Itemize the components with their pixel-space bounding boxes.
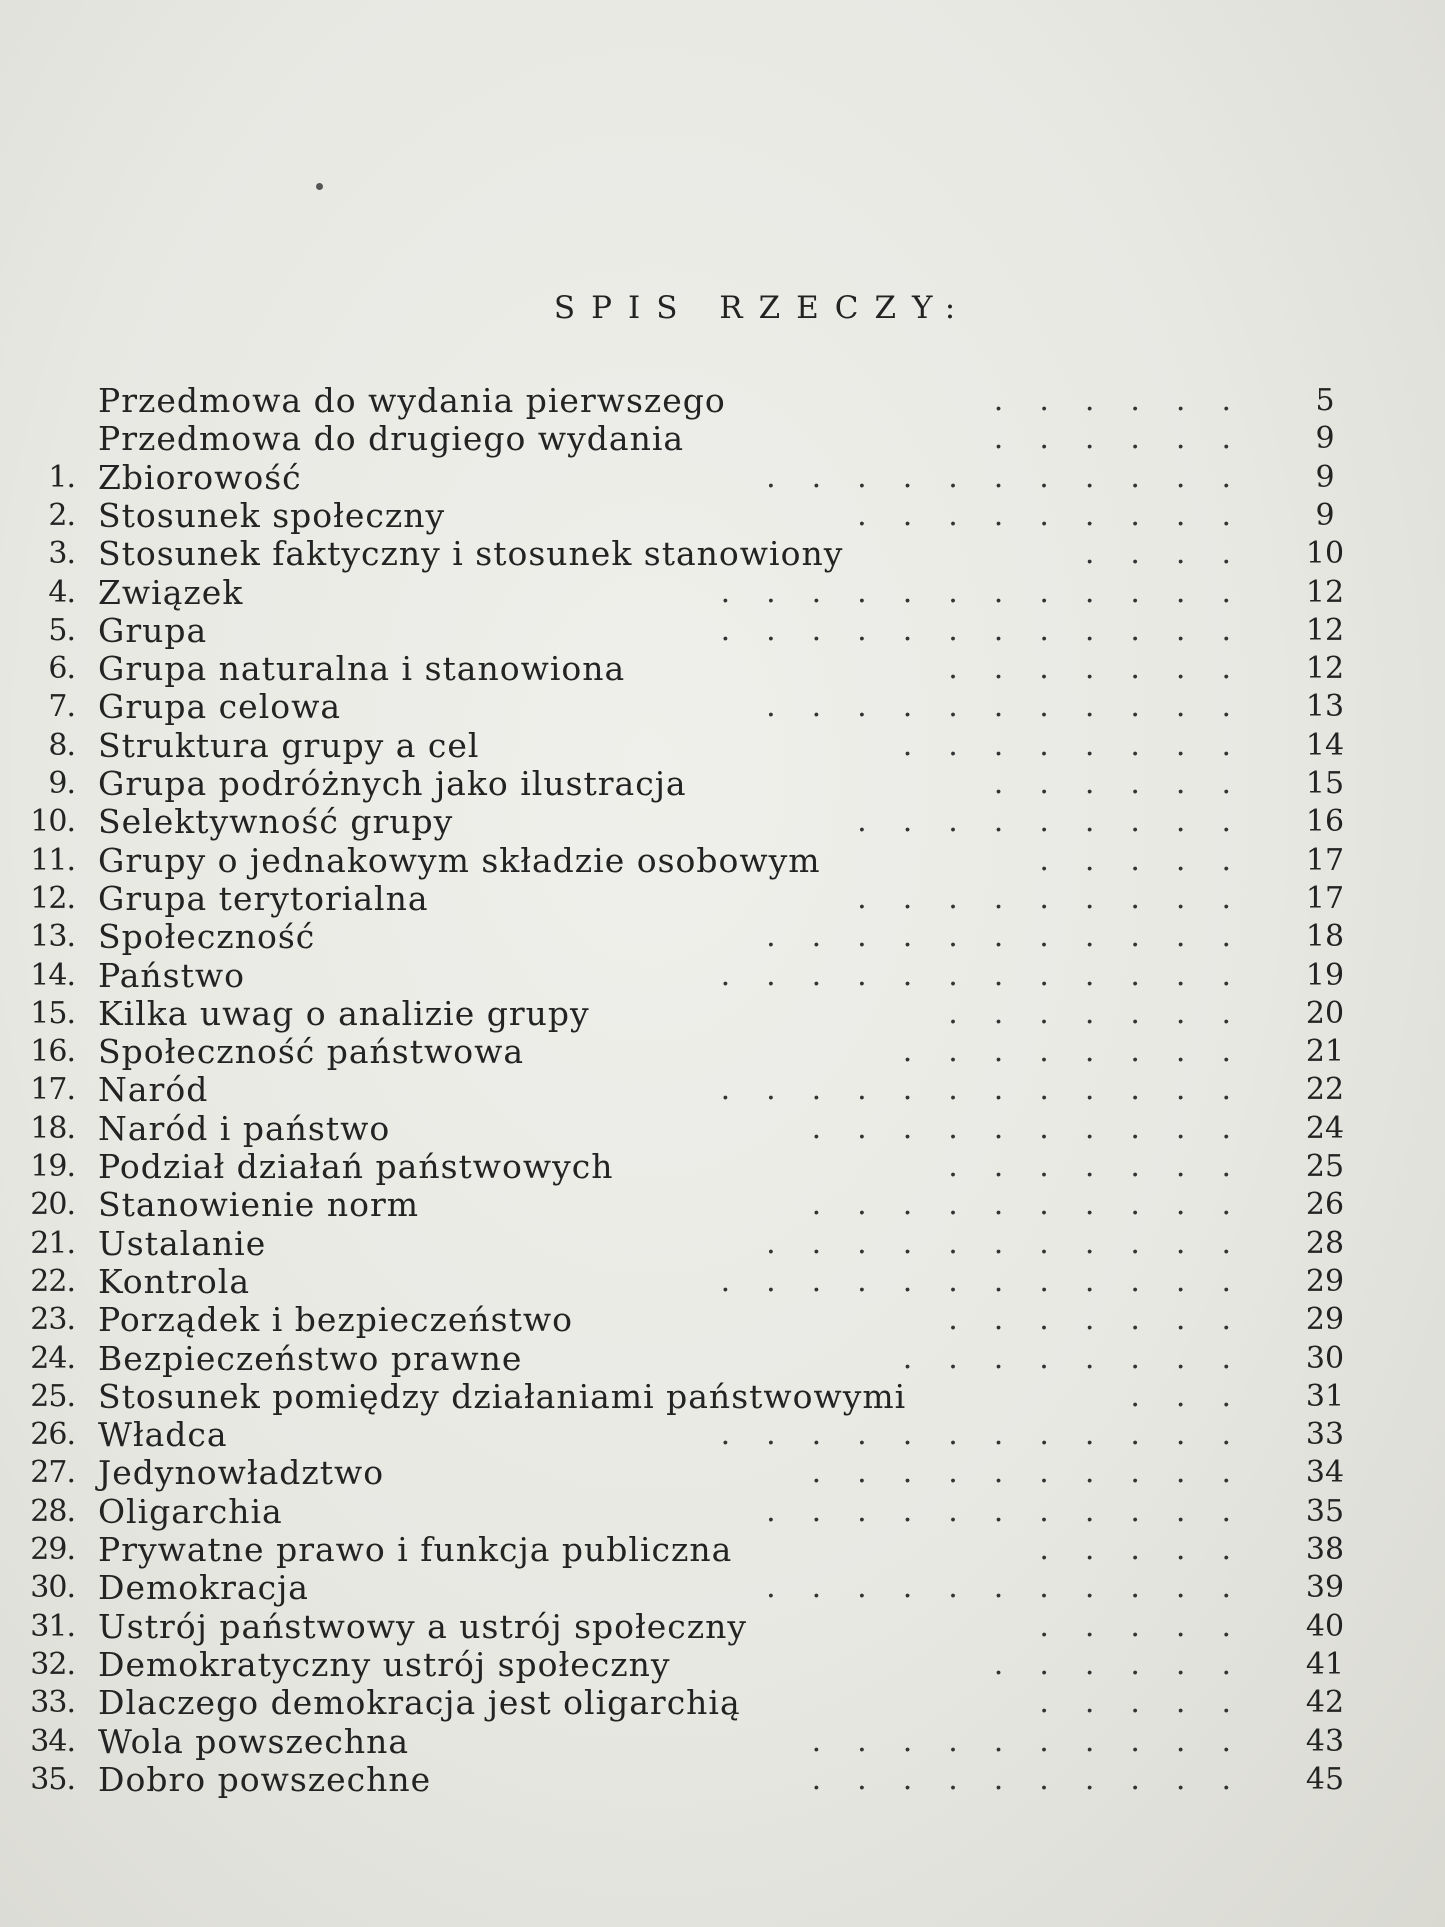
entry-number: 2. bbox=[48, 497, 75, 533]
entry-label: Społeczność państwowa bbox=[98, 1032, 525, 1072]
entry-label: Naród i państwo bbox=[98, 1108, 391, 1148]
entry-label: Przedmowa do wydania pierwszego bbox=[98, 381, 726, 420]
entry-number: 28. bbox=[30, 1493, 75, 1529]
entry-label: Demokratyczny ustrój społeczny bbox=[98, 1644, 671, 1684]
entry-page-number: 38 bbox=[1305, 1532, 1345, 1567]
entry-page-number: 28 bbox=[1305, 1225, 1345, 1261]
entry-page-number: 35 bbox=[1305, 1493, 1345, 1529]
toc-entry bbox=[0, 650, 1445, 688]
entry-number: 16. bbox=[30, 1034, 75, 1070]
entry-label: Bezpieczeństwo prawne bbox=[98, 1338, 523, 1378]
page-title: SPIS RZECZY: bbox=[553, 290, 972, 326]
entry-label: Stosunek faktyczny i stosunek stanowiony bbox=[98, 534, 844, 574]
entry-label: Stosunek społeczny bbox=[98, 495, 446, 535]
dot-leader: .......... bbox=[811, 1455, 1267, 1491]
entry-label: Dobro powszechne bbox=[98, 1759, 432, 1799]
entry-page-number: 9 bbox=[1315, 459, 1335, 495]
entry-page-number: 12 bbox=[1305, 574, 1345, 610]
entry-number: 33. bbox=[30, 1685, 75, 1721]
entry-page-number: 24 bbox=[1305, 1110, 1345, 1146]
entry-number: 19. bbox=[30, 1149, 75, 1184]
toc-entry bbox=[0, 459, 1445, 497]
dot-leader: .... bbox=[1084, 536, 1267, 572]
entry-page-number: 43 bbox=[1305, 1723, 1345, 1759]
entry-number: 21. bbox=[30, 1225, 75, 1261]
toc-entry bbox=[0, 1071, 1445, 1109]
toc-entry bbox=[0, 1569, 1445, 1607]
entry-number: 27. bbox=[30, 1455, 75, 1491]
entry-page-number: 12 bbox=[1305, 651, 1345, 687]
dot-leader: ....... bbox=[948, 995, 1267, 1031]
dot-leader: ...... bbox=[993, 1646, 1267, 1682]
entry-label: Oligarchia bbox=[98, 1491, 283, 1531]
entry-number: 11. bbox=[30, 842, 75, 878]
entry-label: Naród bbox=[98, 1070, 209, 1110]
toc-entry bbox=[0, 1033, 1445, 1071]
entry-number: 22. bbox=[30, 1263, 75, 1299]
entry-number: 8. bbox=[48, 727, 75, 763]
toc-entry bbox=[0, 1263, 1445, 1301]
entry-page-number: 9 bbox=[1315, 421, 1335, 457]
entry-label: Ustalanie bbox=[98, 1223, 267, 1263]
entry-label: Grupa terytorialna bbox=[98, 878, 429, 918]
dot-leader: ......... bbox=[857, 497, 1267, 533]
entry-page-number: 20 bbox=[1305, 995, 1345, 1031]
entry-number: 6. bbox=[48, 651, 75, 687]
entry-page-number: 9 bbox=[1315, 497, 1335, 533]
dot-leader: ............ bbox=[720, 957, 1267, 993]
dot-leader: ....... bbox=[948, 1149, 1267, 1184]
toc-entry bbox=[0, 1225, 1445, 1263]
entry-label: Dlaczego demokracja jest oligarchią bbox=[98, 1683, 741, 1723]
toc-entry bbox=[0, 918, 1445, 956]
dot-leader: ..... bbox=[1039, 1685, 1267, 1721]
entry-label: Porządek i bezpieczeństwo bbox=[98, 1300, 573, 1340]
dot-leader: .......... bbox=[811, 1110, 1267, 1146]
entry-label: Grupa celowa bbox=[98, 687, 342, 727]
entry-page-number: 21 bbox=[1305, 1034, 1345, 1070]
entry-label: Prywatne prawo i funkcja publiczna bbox=[98, 1530, 733, 1569]
dot-leader: ........... bbox=[766, 689, 1267, 725]
entry-label: Podział działań państwowych bbox=[98, 1147, 614, 1186]
entry-label: Społeczność bbox=[98, 917, 316, 957]
entry-label: Selektywność grupy bbox=[98, 802, 454, 842]
entry-number: 18. bbox=[30, 1110, 75, 1146]
entry-number: 10. bbox=[30, 804, 75, 840]
entry-page-number: 15 bbox=[1305, 766, 1345, 801]
entry-number: 13. bbox=[30, 919, 75, 955]
toc-entry bbox=[0, 420, 1445, 458]
entry-number: 20. bbox=[30, 1187, 75, 1223]
toc-entry bbox=[0, 803, 1445, 841]
toc-entry bbox=[0, 1531, 1445, 1569]
dot-leader: ......... bbox=[857, 880, 1267, 916]
entry-page-number: 45 bbox=[1305, 1761, 1345, 1797]
dot-leader: ........... bbox=[766, 919, 1267, 955]
entry-page-number: 13 bbox=[1305, 689, 1345, 725]
toc-entry bbox=[0, 1378, 1445, 1416]
entry-number: 17. bbox=[30, 1072, 75, 1108]
entry-page-number: 29 bbox=[1305, 1263, 1345, 1299]
entry-page-number: 26 bbox=[1305, 1187, 1345, 1223]
entry-page-number: 5 bbox=[1315, 383, 1335, 418]
entry-number: 26. bbox=[30, 1417, 75, 1453]
ink-speck bbox=[316, 183, 323, 190]
toc-entry bbox=[0, 1186, 1445, 1224]
dot-leader: ............ bbox=[720, 612, 1267, 648]
entry-page-number: 17 bbox=[1305, 880, 1345, 916]
toc-entry bbox=[0, 1340, 1445, 1378]
dot-leader: ...... bbox=[993, 766, 1267, 801]
dot-leader: ..... bbox=[1039, 1532, 1267, 1567]
entry-label: Jedynowładztwo bbox=[98, 1453, 385, 1493]
entry-label: Grupa podróżnych jako ilustracja bbox=[98, 764, 687, 803]
entry-page-number: 25 bbox=[1305, 1149, 1345, 1184]
entry-label: Stanowienie norm bbox=[98, 1185, 420, 1225]
entry-page-number: 18 bbox=[1305, 919, 1345, 955]
dot-leader: ....... bbox=[948, 1302, 1267, 1338]
toc-entry bbox=[0, 842, 1445, 880]
toc-entry bbox=[0, 497, 1445, 535]
entry-label: Ustrój państwowy a ustrój społeczny bbox=[98, 1606, 748, 1646]
toc-entry bbox=[0, 1416, 1445, 1454]
entry-page-number: 22 bbox=[1305, 1072, 1345, 1108]
dot-leader: ........ bbox=[902, 1034, 1267, 1070]
entry-number: 3. bbox=[48, 536, 75, 572]
entry-number: 23. bbox=[30, 1302, 75, 1338]
entry-number: 1. bbox=[48, 459, 75, 495]
dot-leader: ........... bbox=[766, 1493, 1267, 1529]
toc-entry bbox=[0, 1493, 1445, 1531]
entry-page-number: 39 bbox=[1305, 1570, 1345, 1606]
entry-label: Przedmowa do drugiego wydania bbox=[98, 419, 685, 459]
entry-label: Struktura grupy a cel bbox=[98, 725, 480, 765]
entry-number: 24. bbox=[30, 1340, 75, 1376]
dot-leader: .......... bbox=[811, 1723, 1267, 1759]
entry-page-number: 16 bbox=[1305, 804, 1345, 840]
entry-label: Związek bbox=[98, 572, 244, 612]
entry-number: 5. bbox=[48, 612, 75, 648]
entry-page-number: 19 bbox=[1305, 957, 1345, 993]
dot-leader: ............ bbox=[720, 1417, 1267, 1453]
entry-page-number: 10 bbox=[1305, 536, 1345, 572]
dot-leader: ... bbox=[1130, 1378, 1267, 1414]
entry-label: Grupa naturalna i stanowiona bbox=[98, 649, 626, 689]
entry-page-number: 31 bbox=[1305, 1378, 1345, 1414]
toc-entry bbox=[0, 1646, 1445, 1684]
dot-leader: ........... bbox=[766, 1225, 1267, 1261]
entry-label: Stosunek pomiędzy działaniami państwowymi bbox=[98, 1376, 907, 1416]
entry-number: 31. bbox=[30, 1608, 75, 1644]
toc-entry bbox=[0, 727, 1445, 765]
toc-entry bbox=[0, 382, 1445, 420]
entry-number: 12. bbox=[30, 880, 75, 916]
entry-label: Zbiorowość bbox=[98, 457, 302, 497]
dot-leader: .......... bbox=[811, 1761, 1267, 1797]
entry-page-number: 17 bbox=[1305, 842, 1345, 878]
toc-entry bbox=[0, 688, 1445, 726]
entry-number: 30. bbox=[30, 1570, 75, 1606]
dot-leader: ..... bbox=[1039, 1608, 1267, 1644]
entry-page-number: 41 bbox=[1305, 1646, 1345, 1682]
dot-leader: .......... bbox=[811, 1187, 1267, 1223]
toc-entry bbox=[0, 1723, 1445, 1761]
entry-number: 32. bbox=[30, 1646, 75, 1682]
entry-label: Grupy o jednakowym składzie osobowym bbox=[98, 840, 821, 880]
dot-leader: ........ bbox=[902, 727, 1267, 763]
dot-leader: ........... bbox=[766, 459, 1267, 495]
toc-entry bbox=[0, 1608, 1445, 1646]
toc-entry bbox=[0, 1684, 1445, 1722]
entry-label: Władca bbox=[98, 1415, 228, 1455]
dot-leader: ...... bbox=[993, 421, 1267, 457]
entry-label: Państwo bbox=[98, 955, 245, 995]
dot-leader: ........... bbox=[766, 1570, 1267, 1606]
toc-entry bbox=[0, 612, 1445, 650]
toc-entry bbox=[0, 880, 1445, 918]
entry-page-number: 42 bbox=[1305, 1685, 1345, 1721]
dot-leader: ....... bbox=[948, 651, 1267, 687]
entry-page-number: 34 bbox=[1305, 1455, 1345, 1491]
dot-leader: ......... bbox=[857, 804, 1267, 840]
entry-number: 25. bbox=[30, 1378, 75, 1414]
toc-entry bbox=[0, 1110, 1445, 1148]
toc-entry bbox=[0, 1148, 1445, 1186]
entry-page-number: 29 bbox=[1305, 1302, 1345, 1338]
entry-number: 4. bbox=[48, 574, 75, 610]
entry-number: 34. bbox=[30, 1723, 75, 1759]
dot-leader: ............ bbox=[720, 1072, 1267, 1108]
toc-entry bbox=[0, 1454, 1445, 1492]
entry-label: Kilka uwag o analizie grupy bbox=[98, 993, 590, 1033]
dot-leader: ............ bbox=[720, 574, 1267, 610]
entry-number: 14. bbox=[30, 957, 75, 993]
toc-entry bbox=[0, 1301, 1445, 1339]
toc-entry bbox=[0, 1761, 1445, 1799]
toc-entry bbox=[0, 765, 1445, 803]
entry-page-number: 30 bbox=[1305, 1340, 1345, 1376]
entry-number: 15. bbox=[30, 995, 75, 1031]
dot-leader: ..... bbox=[1039, 842, 1267, 878]
entry-number: 7. bbox=[48, 689, 75, 725]
entry-page-number: 12 bbox=[1305, 612, 1345, 648]
toc-entry bbox=[0, 957, 1445, 995]
entry-page-number: 40 bbox=[1305, 1608, 1345, 1644]
toc-entry bbox=[0, 535, 1445, 573]
dot-leader: ...... bbox=[993, 383, 1267, 418]
entry-label: Wola powszechna bbox=[98, 1721, 410, 1761]
entry-label: Grupa bbox=[98, 610, 208, 650]
entry-number: 29. bbox=[30, 1532, 75, 1567]
dot-leader: ............ bbox=[720, 1263, 1267, 1299]
entry-label: Kontrola bbox=[98, 1261, 251, 1301]
dot-leader: ........ bbox=[902, 1340, 1267, 1376]
toc-entry bbox=[0, 574, 1445, 612]
toc-entry bbox=[0, 995, 1445, 1033]
entry-page-number: 33 bbox=[1305, 1417, 1345, 1453]
entry-number: 9. bbox=[48, 766, 75, 801]
entry-label: Demokracja bbox=[98, 1568, 309, 1608]
entry-number: 35. bbox=[30, 1761, 75, 1797]
entry-page-number: 14 bbox=[1305, 727, 1345, 763]
